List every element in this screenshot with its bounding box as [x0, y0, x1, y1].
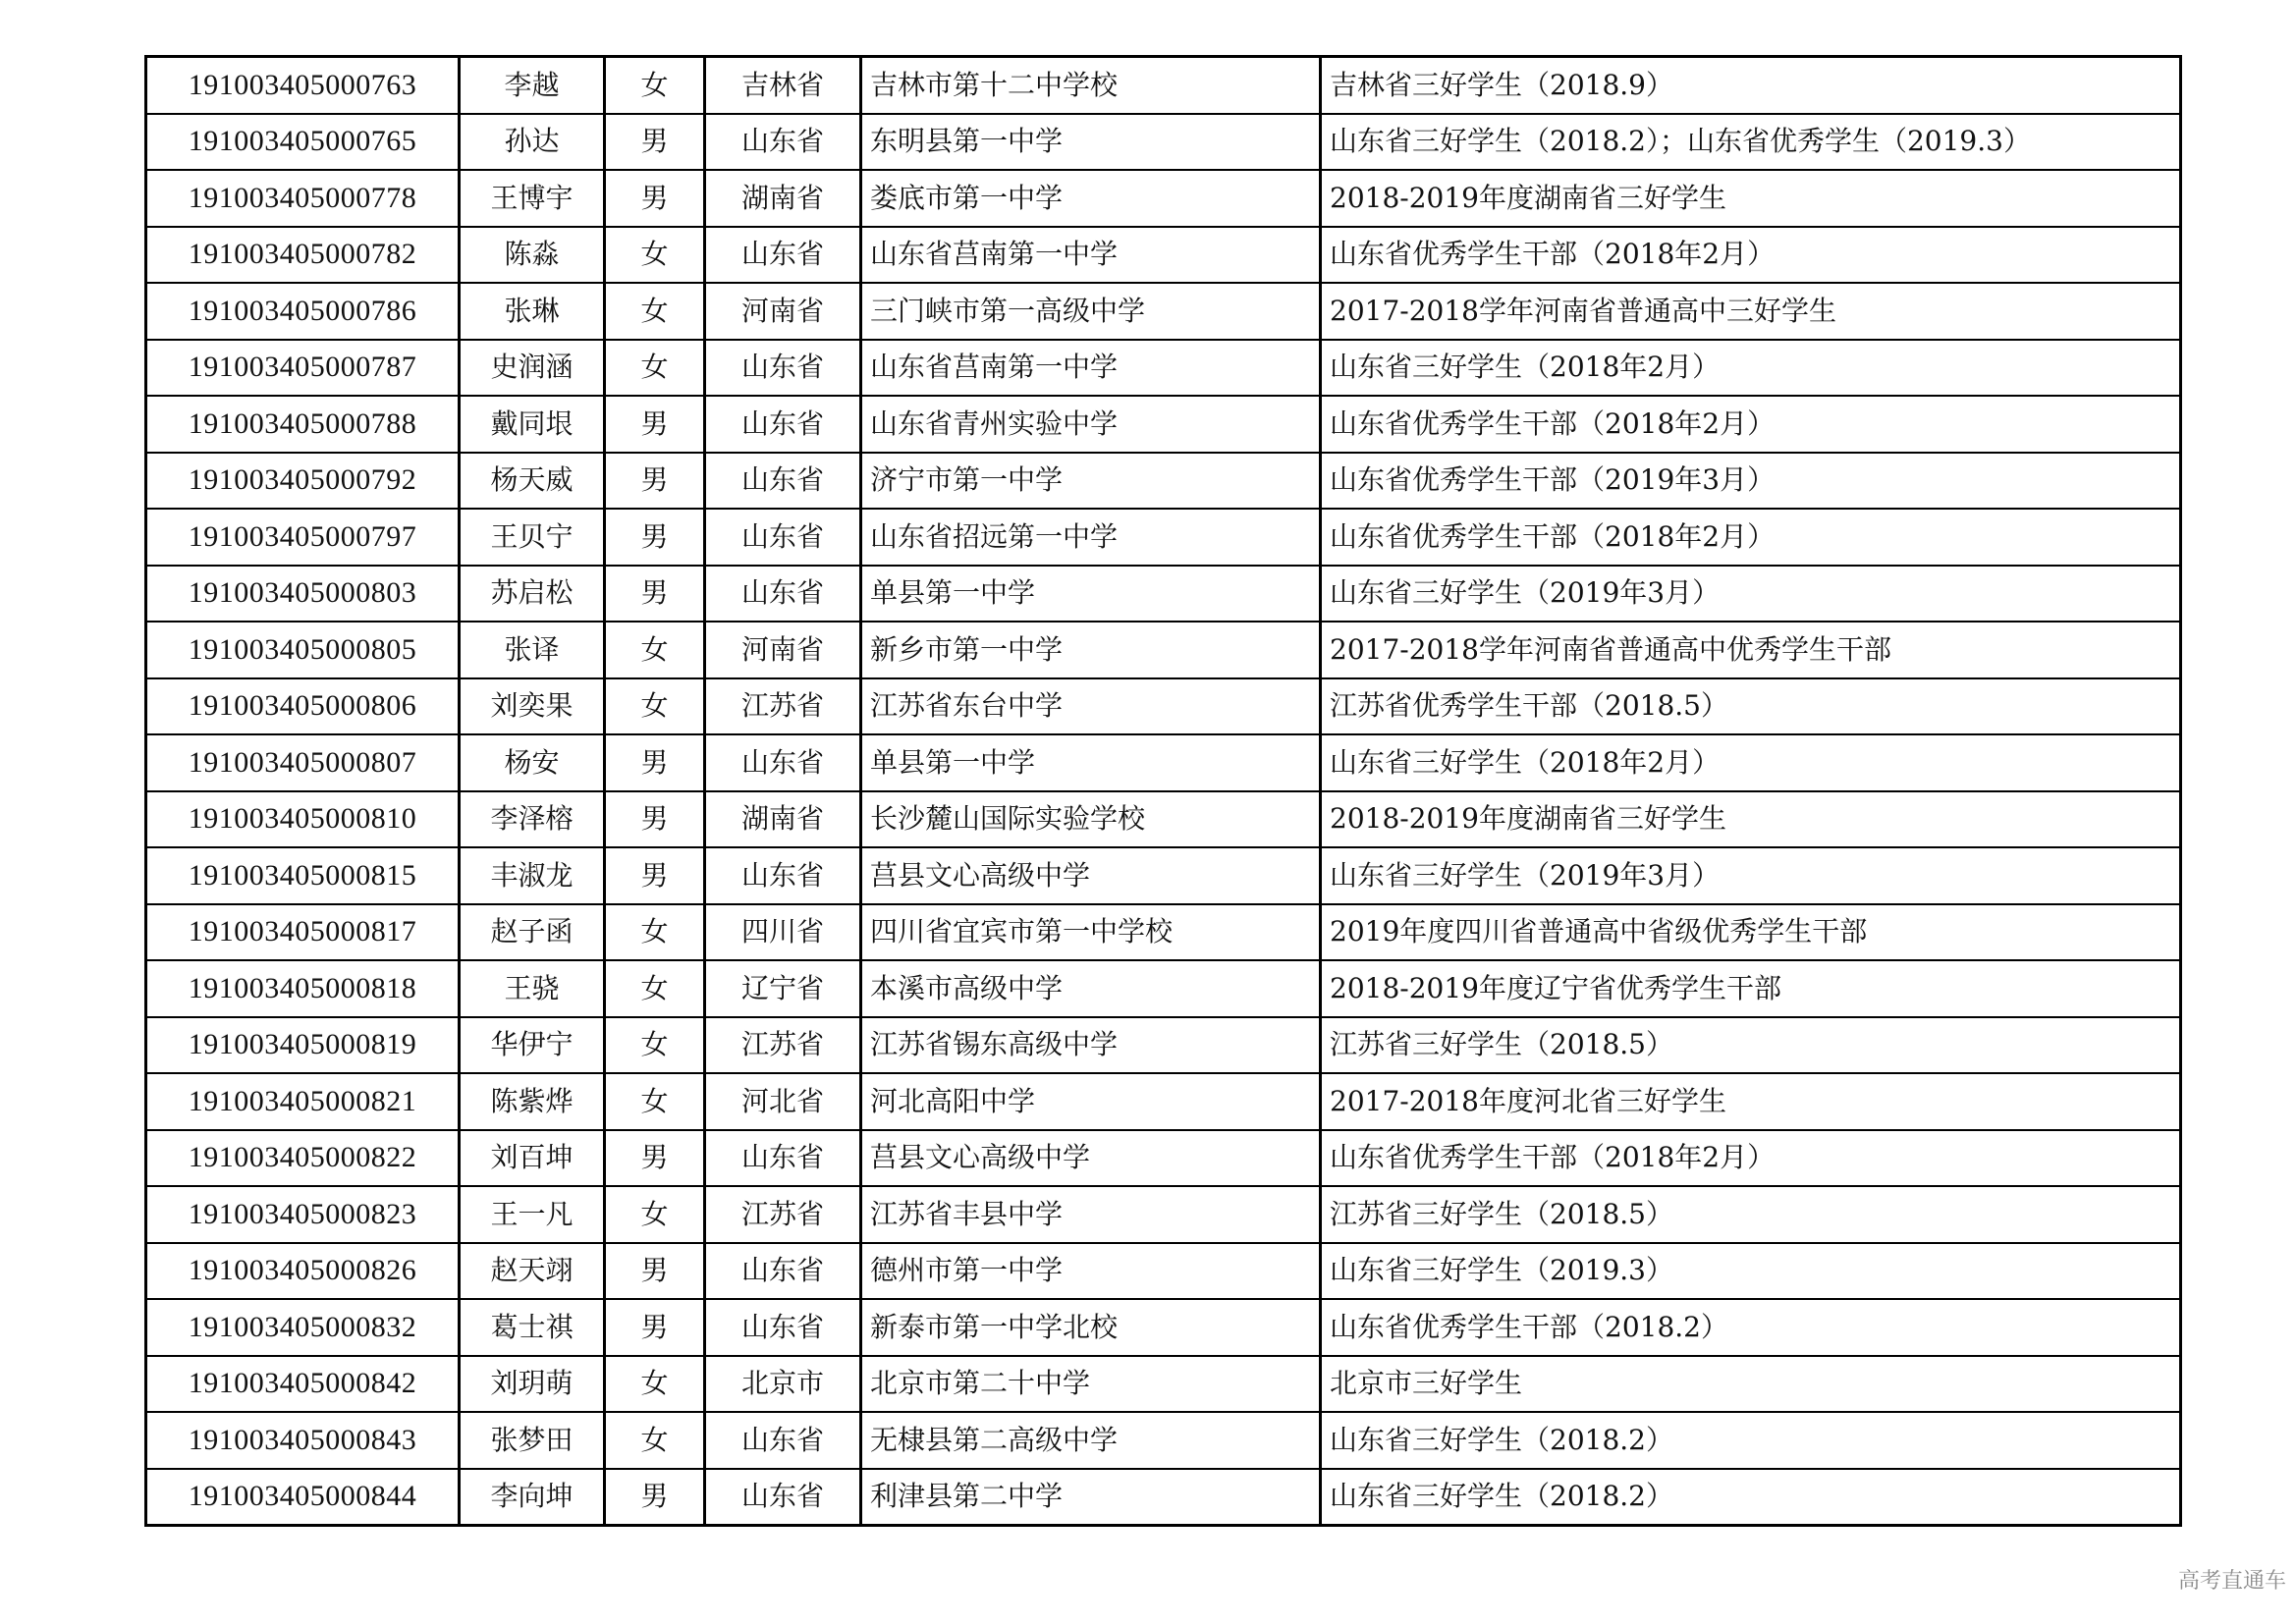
student-name-cell: 葛士祺 — [460, 1299, 605, 1356]
school-cell: 山东省莒南第一中学 — [861, 227, 1321, 284]
school-cell: 本溪市高级中学 — [861, 960, 1321, 1017]
province-cell: 山东省 — [705, 1469, 861, 1526]
table-row — [146, 227, 2181, 284]
table-row — [146, 1186, 2181, 1243]
school-cell: 莒县文心高级中学 — [861, 1130, 1321, 1187]
honor-cell: 2017-2018学年河南省普通高中三好学生 — [1321, 283, 2181, 340]
province-cell: 河北省 — [705, 1073, 861, 1130]
gender-cell: 女 — [605, 1412, 705, 1469]
gender-cell: 男 — [605, 1130, 705, 1187]
table-row — [146, 904, 2181, 961]
honor-cell: 山东省三好学生（2018.2） — [1321, 1412, 2181, 1469]
province-cell: 湖南省 — [705, 170, 861, 227]
school-cell: 新泰市第一中学北校 — [861, 1299, 1321, 1356]
province-cell: 河南省 — [705, 283, 861, 340]
province-cell: 山东省 — [705, 509, 861, 566]
school-cell: 莒县文心高级中学 — [861, 847, 1321, 904]
table-row — [146, 509, 2181, 566]
honor-cell: 2017-2018年度河北省三好学生 — [1321, 1073, 2181, 1130]
student-id-cell: 191003405000815 — [146, 847, 460, 904]
student-name-cell: 孙达 — [460, 114, 605, 171]
student-name-cell: 李向坤 — [460, 1469, 605, 1526]
table-row — [146, 678, 2181, 735]
school-cell: 四川省宜宾市第一中学校 — [861, 904, 1321, 961]
student-name-cell: 刘百坤 — [460, 1130, 605, 1187]
school-cell: 北京市第二十中学 — [861, 1356, 1321, 1413]
table-row — [146, 283, 2181, 340]
province-cell: 山东省 — [705, 453, 861, 510]
school-cell: 新乡市第一中学 — [861, 622, 1321, 678]
table-row — [146, 396, 2181, 453]
province-cell: 山东省 — [705, 1243, 861, 1300]
gender-cell: 男 — [605, 170, 705, 227]
school-cell: 江苏省丰县中学 — [861, 1186, 1321, 1243]
province-cell: 湖南省 — [705, 791, 861, 848]
student-name-cell: 史润涵 — [460, 340, 605, 397]
school-cell: 长沙麓山国际实验学校 — [861, 791, 1321, 848]
honor-cell: 山东省优秀学生干部（2019年3月） — [1321, 453, 2181, 510]
student-id-cell: 191003405000842 — [146, 1356, 460, 1413]
honor-cell: 2018-2019年度辽宁省优秀学生干部 — [1321, 960, 2181, 1017]
table-row — [146, 1017, 2181, 1074]
student-id-cell: 191003405000807 — [146, 734, 460, 791]
gender-cell: 男 — [605, 396, 705, 453]
gender-cell: 女 — [605, 904, 705, 961]
school-cell: 娄底市第一中学 — [861, 170, 1321, 227]
province-cell: 江苏省 — [705, 678, 861, 735]
province-cell: 辽宁省 — [705, 960, 861, 1017]
student-name-cell: 丰淑龙 — [460, 847, 605, 904]
province-cell: 吉林省 — [705, 57, 861, 114]
gender-cell: 男 — [605, 734, 705, 791]
student-id-cell: 191003405000806 — [146, 678, 460, 735]
school-cell: 德州市第一中学 — [861, 1243, 1321, 1300]
school-cell: 单县第一中学 — [861, 734, 1321, 791]
table-row — [146, 1299, 2181, 1356]
gender-cell: 女 — [605, 340, 705, 397]
school-cell: 单县第一中学 — [861, 566, 1321, 623]
student-name-cell: 陈紫烨 — [460, 1073, 605, 1130]
student-name-cell: 刘玥萌 — [460, 1356, 605, 1413]
school-cell: 河北高阳中学 — [861, 1073, 1321, 1130]
school-cell: 东明县第一中学 — [861, 114, 1321, 171]
table-row — [146, 340, 2181, 397]
province-cell: 山东省 — [705, 1299, 861, 1356]
honor-cell: 山东省优秀学生干部（2018年2月） — [1321, 509, 2181, 566]
table-row — [146, 1356, 2181, 1413]
school-cell: 山东省青州实验中学 — [861, 396, 1321, 453]
student-id-cell: 191003405000765 — [146, 114, 460, 171]
gender-cell: 女 — [605, 1356, 705, 1413]
gender-cell: 女 — [605, 1073, 705, 1130]
honor-cell: 江苏省三好学生（2018.5） — [1321, 1186, 2181, 1243]
student-name-cell: 戴同垠 — [460, 396, 605, 453]
province-cell: 江苏省 — [705, 1186, 861, 1243]
honor-cell: 山东省优秀学生干部（2018年2月） — [1321, 1130, 2181, 1187]
honor-cell: 2018-2019年度湖南省三好学生 — [1321, 791, 2181, 848]
province-cell: 山东省 — [705, 847, 861, 904]
gender-cell: 男 — [605, 791, 705, 848]
honor-cell: 山东省三好学生（2018年2月） — [1321, 340, 2181, 397]
province-cell: 山东省 — [705, 227, 861, 284]
honor-cell: 2017-2018学年河南省普通高中优秀学生干部 — [1321, 622, 2181, 678]
gender-cell: 男 — [605, 1299, 705, 1356]
school-cell: 江苏省东台中学 — [861, 678, 1321, 735]
honor-cell: 山东省三好学生（2019年3月） — [1321, 847, 2181, 904]
student-id-cell: 191003405000788 — [146, 396, 460, 453]
student-id-cell: 191003405000823 — [146, 1186, 460, 1243]
gender-cell: 女 — [605, 57, 705, 114]
table-row — [146, 1073, 2181, 1130]
gender-cell: 女 — [605, 1017, 705, 1074]
student-name-cell: 张梦田 — [460, 1412, 605, 1469]
student-id-cell: 191003405000805 — [146, 622, 460, 678]
table-row — [146, 847, 2181, 904]
student-name-cell: 张译 — [460, 622, 605, 678]
school-cell: 济宁市第一中学 — [861, 453, 1321, 510]
school-cell: 三门峡市第一高级中学 — [861, 283, 1321, 340]
student-name-cell: 李越 — [460, 57, 605, 114]
province-cell: 山东省 — [705, 396, 861, 453]
student-name-cell: 李泽榕 — [460, 791, 605, 848]
school-cell: 山东省莒南第一中学 — [861, 340, 1321, 397]
gender-cell: 男 — [605, 566, 705, 623]
student-id-cell: 191003405000822 — [146, 1130, 460, 1187]
gender-cell: 男 — [605, 1243, 705, 1300]
gender-cell: 女 — [605, 227, 705, 284]
honor-cell: 吉林省三好学生（2018.9） — [1321, 57, 2181, 114]
honor-cell: 山东省三好学生（2018.2）；山东省优秀学生（2019.3） — [1321, 114, 2181, 171]
honor-cell: 山东省三好学生（2018.2） — [1321, 1469, 2181, 1526]
student-id-cell: 191003405000826 — [146, 1243, 460, 1300]
student-name-cell: 赵天翊 — [460, 1243, 605, 1300]
province-cell: 山东省 — [705, 734, 861, 791]
table-row — [146, 1469, 2181, 1526]
student-id-cell: 191003405000797 — [146, 509, 460, 566]
student-id-cell: 191003405000843 — [146, 1412, 460, 1469]
table-row — [146, 57, 2181, 114]
table-row — [146, 1412, 2181, 1469]
table-row — [146, 1130, 2181, 1187]
student-id-cell: 191003405000832 — [146, 1299, 460, 1356]
student-name-cell: 王贝宁 — [460, 509, 605, 566]
gender-cell: 女 — [605, 960, 705, 1017]
gender-cell: 男 — [605, 509, 705, 566]
gender-cell: 女 — [605, 622, 705, 678]
province-cell: 山东省 — [705, 340, 861, 397]
student-id-cell: 191003405000818 — [146, 960, 460, 1017]
honor-cell: 江苏省三好学生（2018.5） — [1321, 1017, 2181, 1074]
school-cell: 山东省招远第一中学 — [861, 509, 1321, 566]
student-name-cell: 杨安 — [460, 734, 605, 791]
school-cell: 无棣县第二高级中学 — [861, 1412, 1321, 1469]
student-name-cell: 王一凡 — [460, 1186, 605, 1243]
honor-cell: 2019年度四川省普通高中省级优秀学生干部 — [1321, 904, 2181, 961]
province-cell: 河南省 — [705, 622, 861, 678]
gender-cell: 男 — [605, 847, 705, 904]
honor-cell: 山东省优秀学生干部（2018年2月） — [1321, 227, 2181, 284]
student-id-cell: 191003405000819 — [146, 1017, 460, 1074]
student-id-cell: 191003405000803 — [146, 566, 460, 623]
student-name-cell: 王博宇 — [460, 170, 605, 227]
honor-cell: 山东省三好学生（2019.3） — [1321, 1243, 2181, 1300]
honor-cell: 山东省优秀学生干部（2018.2） — [1321, 1299, 2181, 1356]
honor-cell: 江苏省优秀学生干部（2018.5） — [1321, 678, 2181, 735]
student-name-cell: 刘奕果 — [460, 678, 605, 735]
student-id-cell: 191003405000782 — [146, 227, 460, 284]
student-id-cell: 191003405000787 — [146, 340, 460, 397]
school-cell: 利津县第二中学 — [861, 1469, 1321, 1526]
student-id-cell: 191003405000786 — [146, 283, 460, 340]
table-row — [146, 453, 2181, 510]
table-row — [146, 566, 2181, 623]
province-cell: 北京市 — [705, 1356, 861, 1413]
gender-cell: 女 — [605, 283, 705, 340]
honor-cell: 山东省三好学生（2019年3月） — [1321, 566, 2181, 623]
roster-body — [146, 57, 2181, 1526]
province-cell: 山东省 — [705, 566, 861, 623]
student-id-cell: 191003405000821 — [146, 1073, 460, 1130]
student-name-cell: 华伊宁 — [460, 1017, 605, 1074]
student-id-cell: 191003405000763 — [146, 57, 460, 114]
honor-cell: 北京市三好学生 — [1321, 1356, 2181, 1413]
province-cell: 江苏省 — [705, 1017, 861, 1074]
student-name-cell: 张琳 — [460, 283, 605, 340]
honor-cell: 2018-2019年度湖南省三好学生 — [1321, 170, 2181, 227]
gender-cell: 男 — [605, 453, 705, 510]
student-name-cell: 王骁 — [460, 960, 605, 1017]
student-id-cell: 191003405000817 — [146, 904, 460, 961]
student-name-cell: 陈淼 — [460, 227, 605, 284]
student-id-cell: 191003405000810 — [146, 791, 460, 848]
gender-cell: 男 — [605, 114, 705, 171]
student-name-cell: 杨天威 — [460, 453, 605, 510]
watermark-text: 高考直通车 — [2177, 1569, 2286, 1594]
student-name-cell: 赵子函 — [460, 904, 605, 961]
province-cell: 山东省 — [705, 1130, 861, 1187]
student-roster-table — [144, 55, 2182, 1527]
gender-cell: 男 — [605, 1469, 705, 1526]
school-cell: 吉林市第十二中学校 — [861, 57, 1321, 114]
province-cell: 四川省 — [705, 904, 861, 961]
school-cell: 江苏省锡东高级中学 — [861, 1017, 1321, 1074]
gender-cell: 女 — [605, 678, 705, 735]
gender-cell: 女 — [605, 1186, 705, 1243]
province-cell: 山东省 — [705, 1412, 861, 1469]
province-cell: 山东省 — [705, 114, 861, 171]
table-row — [146, 170, 2181, 227]
student-id-cell: 191003405000778 — [146, 170, 460, 227]
table-row — [146, 960, 2181, 1017]
table-row — [146, 114, 2181, 171]
table-row — [146, 791, 2181, 848]
table-row — [146, 1243, 2181, 1300]
honor-cell: 山东省优秀学生干部（2018年2月） — [1321, 396, 2181, 453]
student-id-cell: 191003405000844 — [146, 1469, 460, 1526]
honor-cell: 山东省三好学生（2018年2月） — [1321, 734, 2181, 791]
student-id-cell: 191003405000792 — [146, 453, 460, 510]
student-name-cell: 苏启松 — [460, 566, 605, 623]
table-row — [146, 734, 2181, 791]
table-row — [146, 622, 2181, 678]
